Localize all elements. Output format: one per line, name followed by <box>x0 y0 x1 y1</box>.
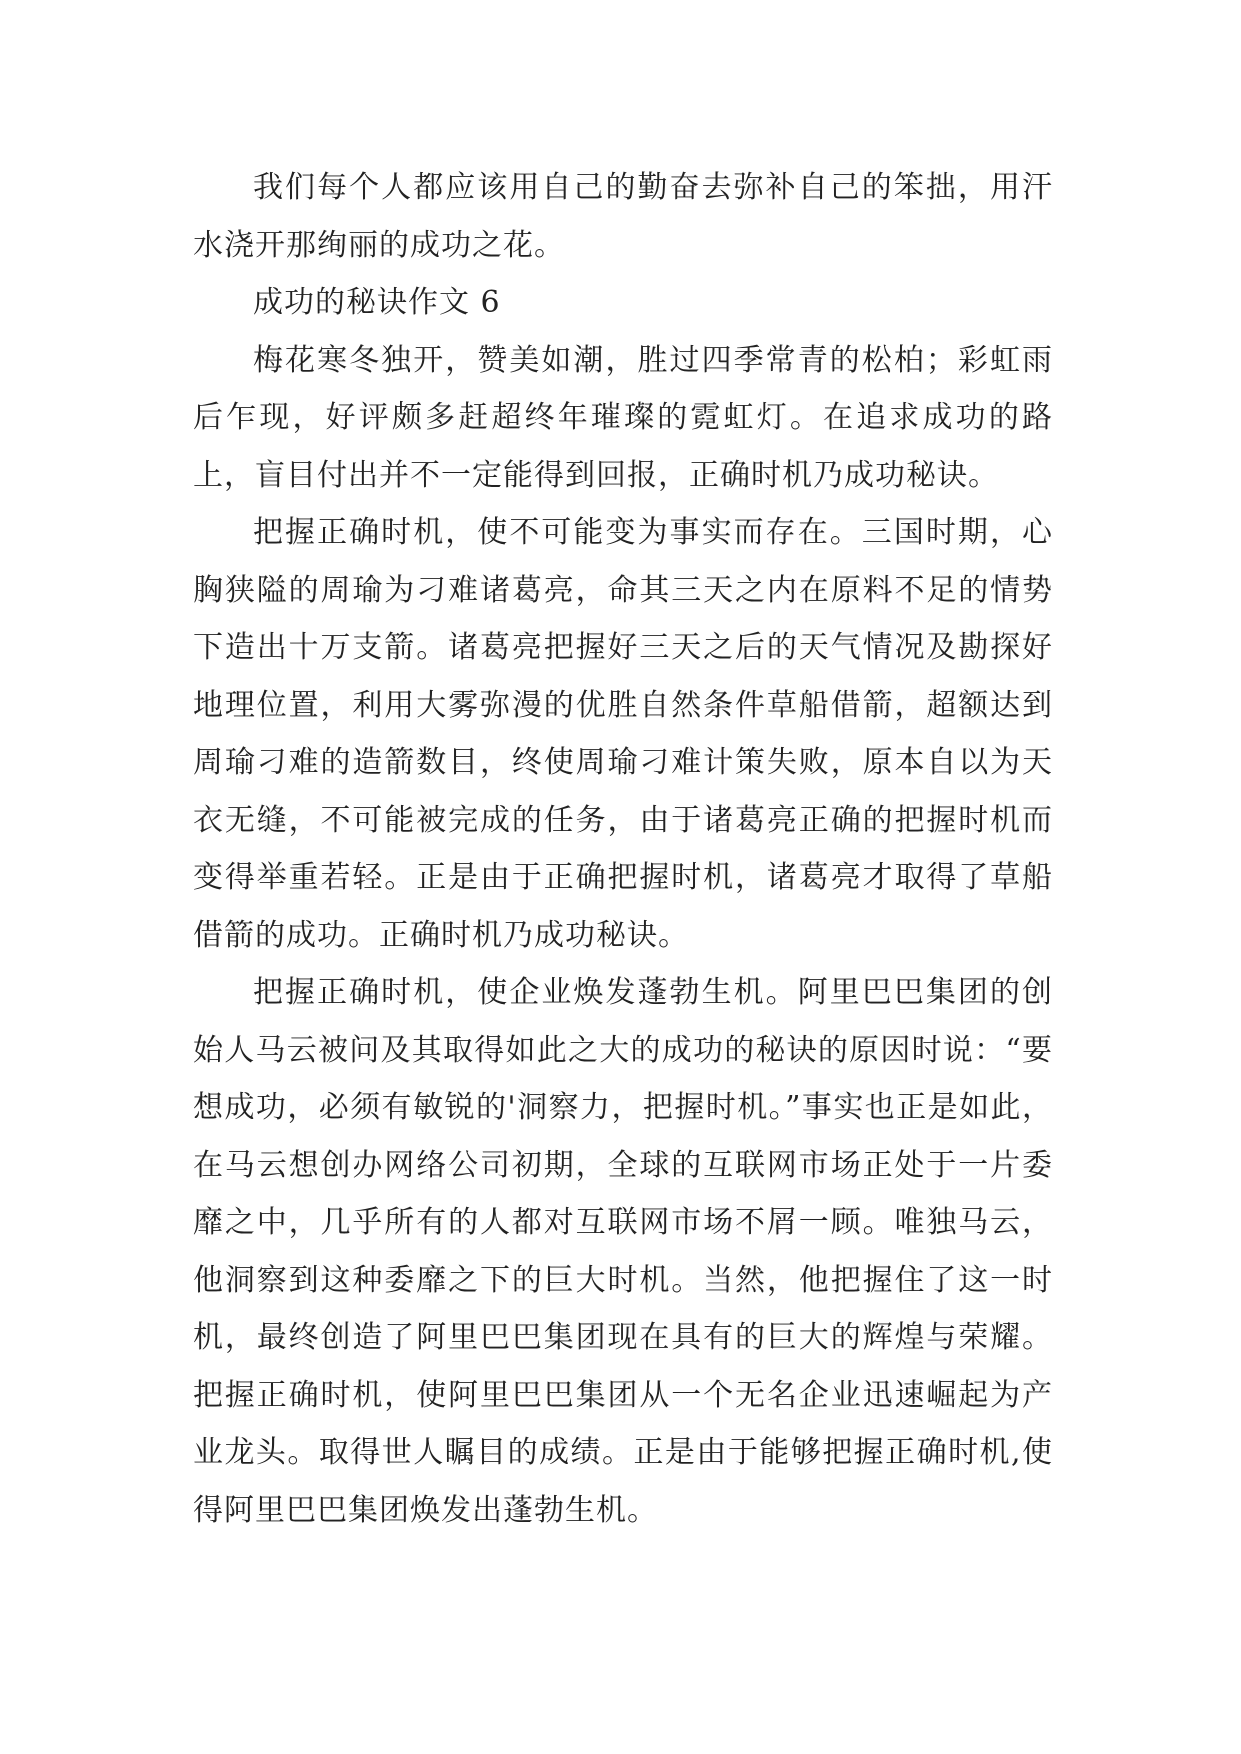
paragraph-intro: 梅花寒冬独开，赞美如潮，胜过四季常青的松柏；彩虹雨后乍现，好评颇多赶超终年璀璨的霓虹灯。在追求成功的路上，盲目付出并不一定能得到回报，正确时机乃成功秘诀。 <box>193 342 1053 493</box>
paragraph-conclusion: 我们每个人都应该用自己的勤奋去弥补自己的笨拙，用汗水浇开那绚丽的成功之花。 <box>193 170 1053 263</box>
paragraph-zhuge-liang: 把握正确时机，使不可能变为事实而存在。三国时期，心胸狭隘的周瑜为刁难诸葛亮，命其三天之内在原料不足的情势下造出十万支箭。诸葛亮把握好三天之后的天气情况及勘探好地理位置，利用大雾弥漫的优胜自然条件草船借箭，超额达到周瑜刁难的造箭数目，终使周瑜刁难计策失败，原本自以为天衣无缝，不可能被完成的任务，由于诸葛亮正确的把握时机而变得举重若轻。正是由于正确把握时机，诸葛亮才取得了草船借箭的成功。正确时机乃成功秘诀。 <box>193 515 1053 953</box>
document-body <box>193 159 1053 1539</box>
essay-heading: 成功的秘诀作文 6 <box>253 285 501 320</box>
paragraph-alibaba: 把握正确时机，使企业焕发蓬勃生机。阿里巴巴集团的创始人马云被问及其取得如此之大的成功的秘诀的原因时说：“要想成功，必须有敏锐的'洞察力，把握时机。”事实也正是如此，在马云想创办网络公司初期，全球的互联网市场正处于一片委靡之中，几乎所有的人都对互联网市场不屑一顾。唯独马云，他洞察到这种委靡之下的巨大时机。当然，他把握住了这一时机，最终创造了阿里巴巴集团现在具有的巨大的辉煌与荣耀。把握正确时机，使阿里巴巴集团从一个无名企业迅速崛起为产业龙头。取得世人瞩目的成绩。正是由于能够把握正确时机,使得阿里巴巴集团焕发出蓬勃生机。 <box>193 975 1053 1528</box>
